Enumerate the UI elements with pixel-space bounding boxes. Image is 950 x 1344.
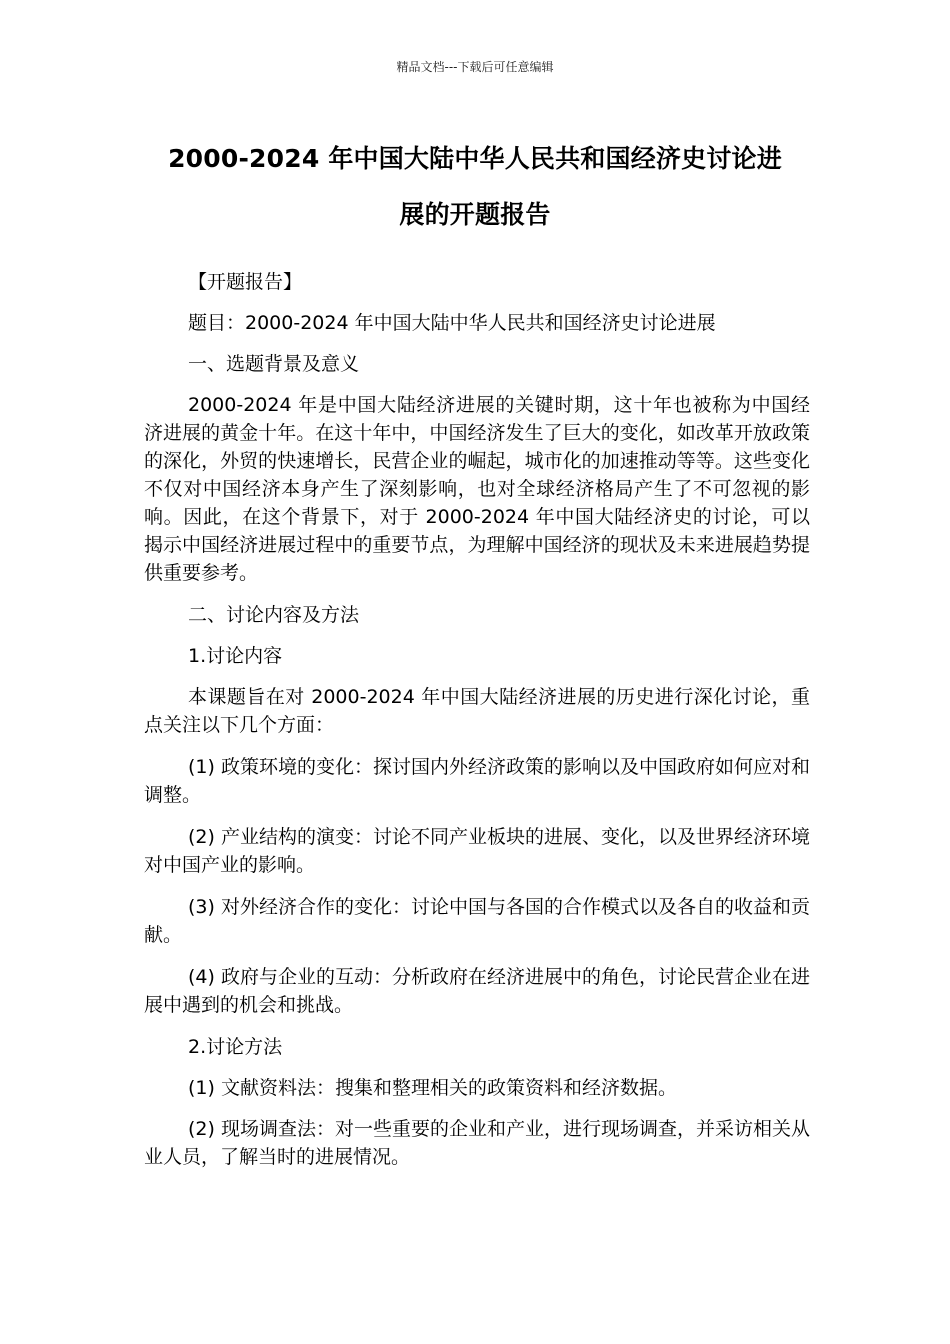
paragraph-background: 2000-2024 年是中国大陆经济进展的关键时期，这十年也被称为中国经济进展的黄金十年。在这十年中，中国经济发生了巨大的变化，如改革开放政策的深化，外贸的快速增长，民营企业的崛起，城市化的加速推动等等。这些变化不仅对中国经济本身产生了深刻影响，也对全球经济格局产生了不可忽视的影响。因此，在这个背景下，对于 2000-2024 年中国大陆经济史的讨论，可以揭示中国经济进展过程中的重要节点，为理解中国经济的现状及未来进展趋势提供重要参考。 bbox=[144, 394, 810, 584]
subheading-content: 1.讨论内容 bbox=[188, 645, 283, 667]
list-item-industry: (2) 产业结构的演变：讨论不同产业板块的进展、变化，以及世界经济环境对中国产业的影响。 bbox=[144, 826, 810, 876]
list-item-cooperation: (3) 对外经济合作的变化：讨论中国与各国的合作模式以及各自的收益和贡献。 bbox=[144, 896, 810, 946]
heading-background: 一、选题背景及意义 bbox=[188, 353, 360, 375]
document-title bbox=[120, 131, 830, 243]
section-label-report: 【开题报告】 bbox=[188, 271, 303, 293]
topic-line: 题目：2000-2024 年中国大陆中华人民共和国经济史讨论进展 bbox=[188, 312, 716, 334]
list-item-field-survey: (2) 现场调查法：对一些重要的企业和产业，进行现场调查，并采访相关从业人员，了解当时的进展情况。 bbox=[144, 1118, 810, 1168]
list-item-literature: (1) 文献资料法：搜集和整理相关的政策资料和经济数据。 bbox=[188, 1077, 677, 1099]
title-line-1: 2000-2024 年中国大陆中华人民共和国经济史讨论进 bbox=[168, 144, 782, 173]
title-line-2: 展的开题报告 bbox=[399, 200, 551, 229]
heading-content-method: 二、讨论内容及方法 bbox=[188, 604, 360, 626]
page-header: 精品文档---下载后可任意编辑 bbox=[396, 60, 554, 74]
paragraph-content-intro: 本课题旨在对 2000-2024 年中国大陆经济进展的历史进行深化讨论，重点关注以下几个方面： bbox=[144, 686, 810, 736]
document-body bbox=[144, 268, 810, 1185]
subheading-method: 2.讨论方法 bbox=[188, 1036, 283, 1058]
list-item-policy: (1) 政策环境的变化：探讨国内外经济政策的影响以及中国政府如何应对和调整。 bbox=[144, 756, 810, 806]
list-item-government: (4) 政府与企业的互动：分析政府在经济进展中的角色，讨论民营企业在进展中遇到的机会和挑战。 bbox=[144, 966, 810, 1016]
